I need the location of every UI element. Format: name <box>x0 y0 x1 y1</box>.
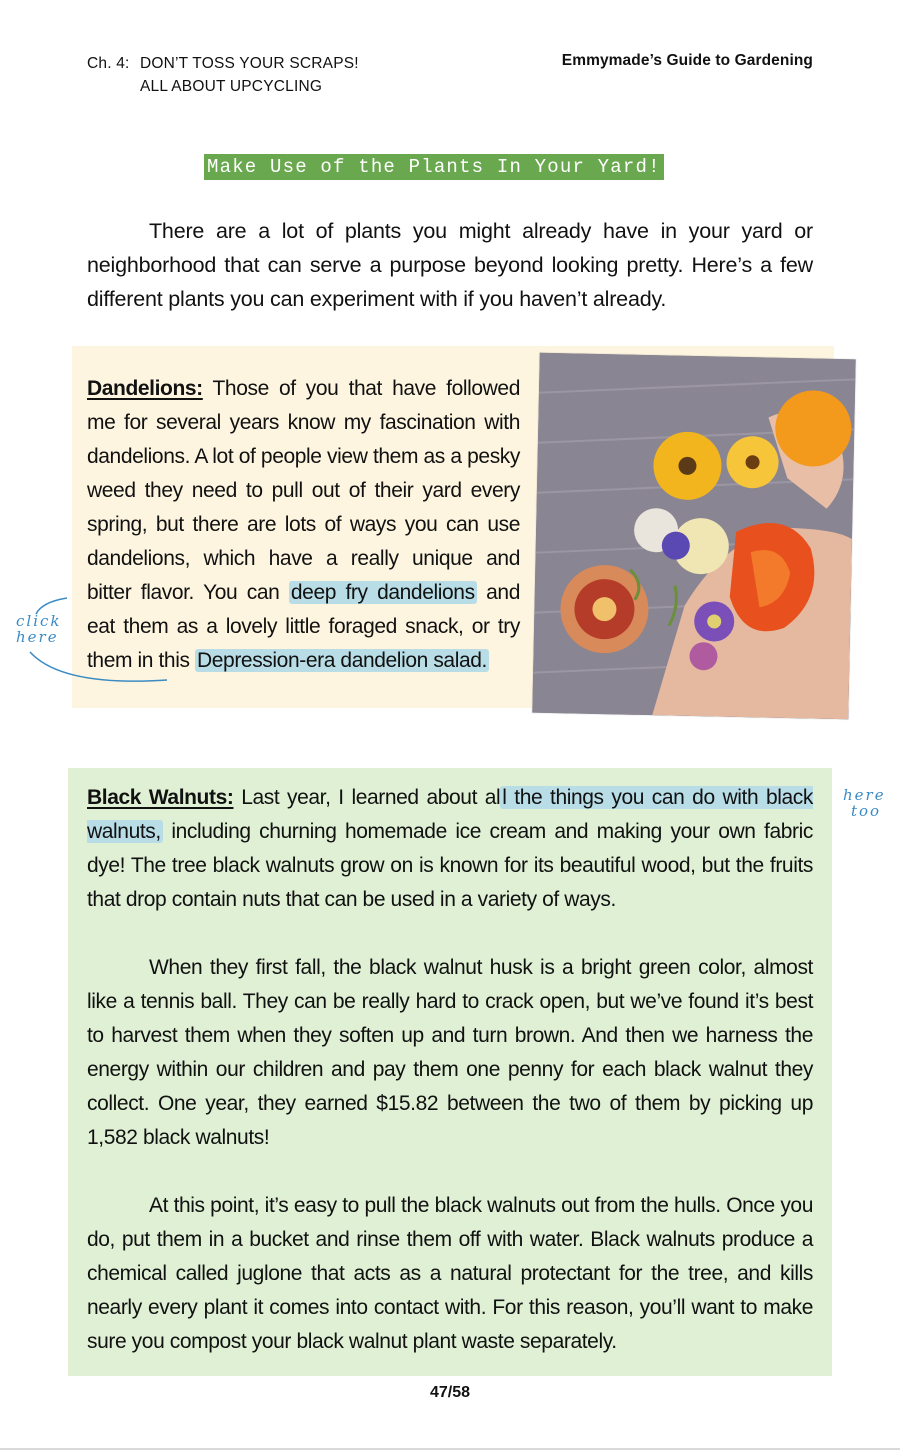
walnut-term: Black Walnuts: <box>87 786 234 809</box>
black-walnuts-link[interactable]: l the things you can do with black walnuts, <box>87 786 813 843</box>
page-number: 47/58 <box>429 1384 471 1401</box>
dandelion-salad-link[interactable]: Depression-era dandelion salad. <box>197 649 487 672</box>
dandelion-text-2: and eat them as a lovely little foraged snack, or try them in this <box>87 581 520 672</box>
section-title: Make Use of the Plants In Your Yard! <box>204 154 664 180</box>
deep-fry-dandelions-link[interactable]: deep fry dandelions <box>290 581 475 604</box>
pointer-curve-icon <box>22 592 172 692</box>
walnut-text-2: including churning homemade ice cream and making your own fabric dye! The tree black walnuts grow on is known for its beautiful wood, but the fruits that drop contain nuts that can be used in a variety of ways. <box>87 820 813 911</box>
click-here-note-line1: click <box>16 612 62 630</box>
edible-flowers-photo <box>532 353 855 720</box>
walnut-paragraph-1 <box>87 781 813 917</box>
click-here-note-line2: here <box>16 628 59 646</box>
dandelion-text-1: Those of you that have followed me for several years know my fascination with dandelions. A lot of people view them as a pesky weed they need to pull out of their yard every spring, but there are lots of ways you can use dandelions, which have a really unique and bitter flavor. You can <box>87 377 520 604</box>
here-too-note-line1: here <box>843 786 886 804</box>
dandelion-term: Dandelions: <box>87 377 203 400</box>
chapter-title-line2: ALL ABOUT UPCYCLING <box>140 78 323 95</box>
chapter-heading <box>87 52 359 98</box>
walnut-paragraph-3: At this point, it’s easy to pull the black walnuts out from the hulls. Once you do, put them in a bucket and rinse them off with water. Black walnuts produce a chemical called juglone that acts as a natural protectant for the tree, and kills nearly every plant it comes into contact with. For this reason, you’ll want to make sure you compost your black walnut plant waste separately. <box>87 1194 813 1353</box>
here-too-note <box>843 787 886 819</box>
walnut-text-1: Last year, I learned about al <box>233 786 501 809</box>
book-title: Emmymade’s Guide to Gardening <box>561 52 813 69</box>
walnut-paragraph-2: When they first fall, the black walnut husk is a bright green color, almost like a tennis ball. They can be really hard to crack open, but we’ve found it’s best to harvest them when they soften up and turn brown. And then we harness the energy within our children and pay them one penny for each black walnut they collect. One year, they earned $15.82 between the two of them by picking up 1,582 black walnuts! <box>87 956 813 1149</box>
bottom-divider <box>0 1448 900 1450</box>
chapter-title-line1: DON’T TOSS YOUR SCRAPS! <box>140 55 359 72</box>
intro-paragraph: There are a lot of plants you might already have in your yard or neighborhood that can serve a purpose beyond looking pretty. Here’s a few different plants you can experiment with if you haven’t already. <box>87 219 813 311</box>
flowers-illustration <box>532 353 855 720</box>
walnut-section <box>87 781 813 1359</box>
here-too-note-line2: too <box>851 802 882 820</box>
chapter-number: Ch. 4: <box>87 55 130 72</box>
